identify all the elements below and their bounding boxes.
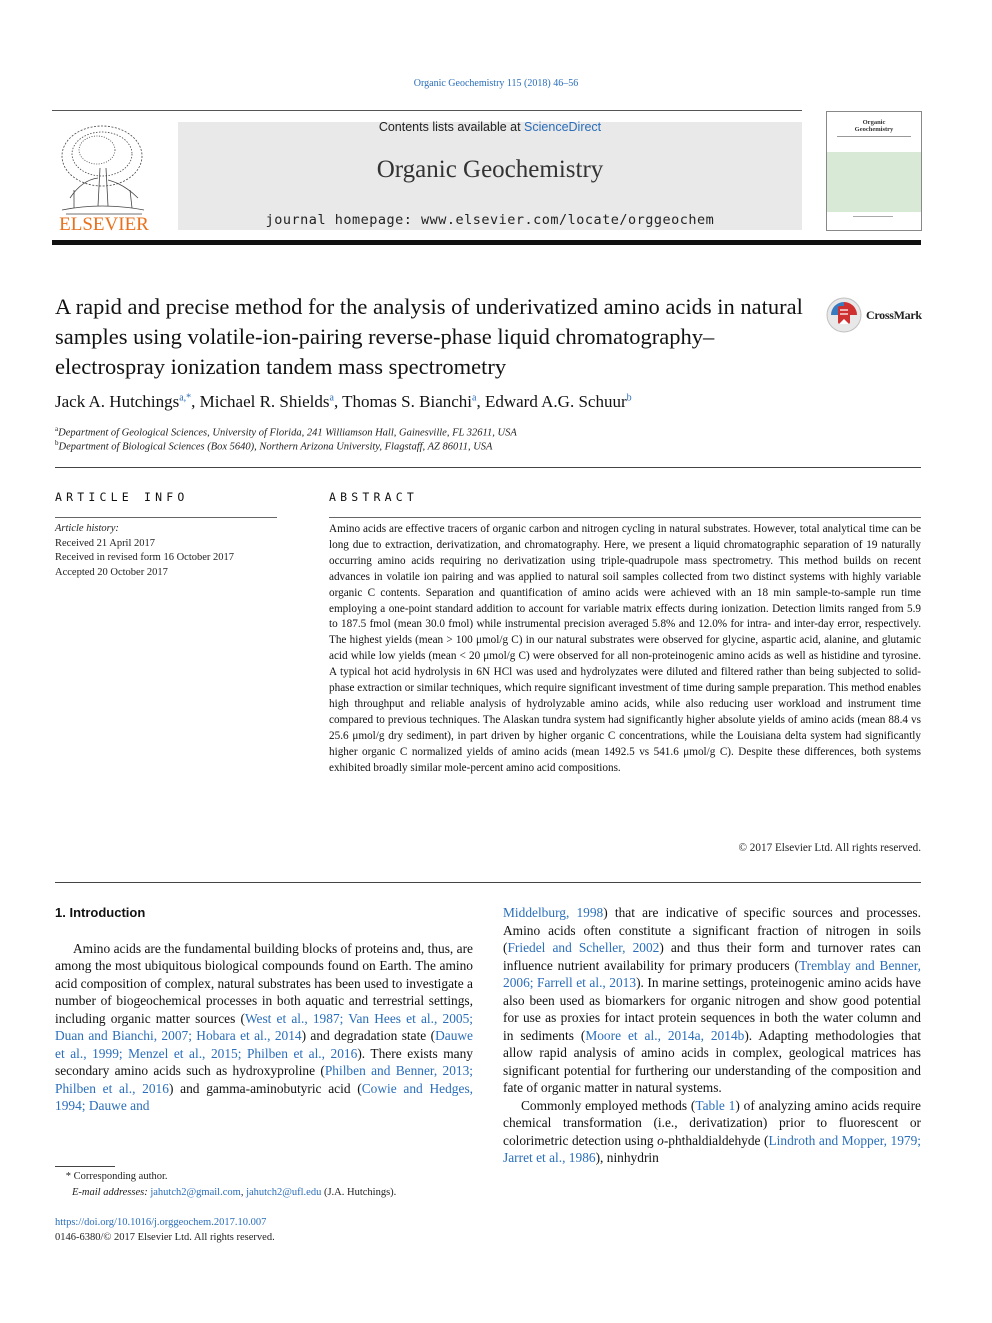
intro-paragraph-1 xyxy=(55,940,473,1115)
journal-cover-thumbnail[interactable] xyxy=(826,111,922,231)
article-info-heading: ARTICLE INFO xyxy=(55,490,189,504)
abstract-rule xyxy=(329,517,921,518)
citation-link[interactable]: Lindroth and Mopper, 1979; Jarret et al., 1986 xyxy=(503,1132,921,1165)
issn-line: 0146-6380/© 2017 Elsevier Ltd. All rights reserved. xyxy=(55,1232,275,1243)
article-history xyxy=(55,522,285,580)
contents-line xyxy=(178,120,802,134)
citation-link[interactable]: Philben and Benner, 2013; Philben et al., 2016 xyxy=(55,1063,473,1096)
body-divider xyxy=(55,882,921,883)
citation-link[interactable]: Middelburg, 1998 xyxy=(503,905,604,920)
body-column-right xyxy=(503,904,921,1167)
paragraph-text: o xyxy=(657,1132,664,1148)
affiliation-b xyxy=(55,439,915,453)
author-name[interactable]: Edward A.G. Schuur xyxy=(484,392,627,411)
footnote-star: * xyxy=(65,1171,71,1182)
affiliation-label: b xyxy=(55,439,59,447)
paragraph-text: ) and thus their form and turnover rates can influence nutrient availability for primary producers ( xyxy=(503,940,921,973)
footnote-email xyxy=(55,1187,475,1198)
citation-link[interactable]: West et al., 1987; Van Hees et al., 2005; Duan and Bianchi, 2007; Hobara et al., 2014 xyxy=(55,1010,474,1043)
citation-link[interactable]: Friedel and Scheller, 2002 xyxy=(507,940,660,955)
cover-publisher-mark xyxy=(853,216,893,225)
paragraph-text: ). In marine settings, proteinogenic amino acids have also been used as biomarkers for organic nitrogen and show good potential for use as proxies for intact protein sequences in both the water column and in sediments ( xyxy=(503,975,921,1043)
email-link[interactable]: jahutch2@ufl.edu xyxy=(246,1187,322,1198)
paragraph-text: ) and gamma-aminobutyric acid ( xyxy=(168,1080,362,1096)
elsevier-wordmark: ELSEVIER xyxy=(59,214,149,234)
crossmark-label: CrossMark xyxy=(866,308,922,322)
author-affiliation-ref[interactable]: a xyxy=(472,392,477,404)
email-owner: (J.A. Hutchings). xyxy=(321,1187,397,1198)
citation-link[interactable]: Moore et al., 2014a, 2014b xyxy=(585,1027,745,1043)
citation-link[interactable]: Cowie and Hedges, 1994; Dauwe and xyxy=(55,1080,473,1113)
elsevier-logo[interactable] xyxy=(52,118,156,234)
table-link[interactable]: Table 1 xyxy=(695,1097,736,1113)
paragraph-text: ) that are indicative of specific sources and processes. Amino acids often constitute a significant fraction of nitrogen in soils ( xyxy=(503,905,921,955)
paragraph-text: ), ninhydrin xyxy=(595,1150,659,1165)
history-title: Article history: xyxy=(55,523,119,534)
affiliation-label: a xyxy=(55,425,59,433)
elsevier-tree-icon xyxy=(52,118,156,234)
body-column-left xyxy=(55,904,473,1115)
citation-link[interactable]: Tremblay and Benner, 2006; Farrell et al., 2013 xyxy=(503,957,921,990)
author-list: Jack A. Hutchings$^{a,*}$, Michael R. Shields$^a$, Thomas S. Bianchi$^a$, Edward A.G. Schuur$^b$ xyxy=(55,392,632,411)
footnote-rule xyxy=(55,1166,115,1167)
author-name[interactable]: Jack A. Hutchings xyxy=(55,392,180,411)
cover-image xyxy=(827,152,921,212)
abstract-heading: ABSTRACT xyxy=(329,490,418,504)
history-accepted: Accepted 20 October 2017 xyxy=(55,566,168,578)
header-divider xyxy=(52,110,802,111)
crossmark-badge[interactable] xyxy=(826,297,926,333)
article-title: A rapid and precise method for the analysis of underivatized amino acids in natural samples using volatile-ion-pairing reverse-phase liquid chromatography–electrospray ionization tandem mass spectrometry xyxy=(55,294,803,379)
cover-title-line1: Organic xyxy=(862,119,886,126)
affiliation-text: Department of Biological Sciences (Box 5640), Northern Arizona University, Flagstaff, AZ 86011, USA xyxy=(58,441,493,453)
doi-link[interactable]: https://doi.org/10.1016/j.orggeochem.2017.10.007 xyxy=(55,1217,267,1228)
email-separator: , xyxy=(240,1187,247,1198)
title-divider xyxy=(55,467,921,468)
email-label: E-mail addresses: xyxy=(72,1187,148,1198)
journal-name: Organic Geochemistry xyxy=(376,156,604,183)
history-revised: Received in revised form 16 October 2017 xyxy=(55,552,235,563)
affiliation-a xyxy=(55,425,915,439)
intro-paragraph-1-continued xyxy=(503,904,921,1097)
header-bottom-rule xyxy=(52,240,921,245)
sciencedirect-link[interactable]: ScienceDirect xyxy=(524,120,602,134)
author-affiliation-ref[interactable]: a,* xyxy=(179,392,192,404)
affiliation-text: Department of Geological Sciences, University of Florida, 241 Williamson Hall, Gainesville, FL 32611, USA xyxy=(58,427,517,439)
abstract-text: Amino acids are effective tracers of organic carbon and nitrogen cycling in natural substrates. However, total analytical time can be long due to extraction, derivatization, and chromatography. Here, we present a liquid chromatographic separation of 19 naturally occurring amino acids requiring no derivatization using triple-quadrupole mass spectrometry. This method builds on recent advances in volatile ion pairing and was applied to natural soil samples collected from two distinct systems with highly variable organic C contents. Separation and quantification of amino acids were achieved with an 18 min sample-to-sample run time employing a one-point standard addition to account for variable matrix effects during ionization. Detection limits ranged from 5.9 to 187.5 fmol (mean 30.0 fmol) while instrumental precision averaged 5.8% and 12.0% for intra- and inter-day error, respectively. The highest yields (mean > 100 μmol/g C) in our natural substrates were observed for glycine, aspartic acid, alanine, and glutamic acid while low yields (mean < 20 μmol/g C) were observed for all non-proteinogenic amino acids as well as histidine and tyrosine. A typical hot acid hydrolysis in 6N HCl was used and hydrolyzates were diluted and filtered rather than being subjected to solid-phase extraction or similar techniques, which require significant investment of time during sample preparation. This method enables high throughput and reliable analysis of hydrolyzable amino acids, while also reducing user workload and instrument time compared to previous techniques. The Alaskan tundra system had significantly higher absolute yields of amino acids (mean 88.4 vs 25.6 μmol/g dry sediment), in part driven by higher organic C concentrations, while the Louisiana delta system had significantly higher organic C normalized yields of amino acids (mean 1492.5 vs 541.6 μmol/g C). Despite these differences, both systems exhibited broadly similar mole-percent amino acid compositions. xyxy=(329,523,921,774)
crossmark-icon xyxy=(826,297,862,333)
paragraph-text: -phthaldialdehyde ( xyxy=(663,1132,769,1148)
paragraph-text: ) of analyzing amino acids require chemical transformation (i.e., derivatization) prior to fluorescent or colorimetric detection using xyxy=(503,1097,921,1148)
author-affiliation-ref[interactable]: b xyxy=(626,392,632,404)
citation-link[interactable]: Dauwe et al., 1999; Menzel et al., 2015; Philben et al., 2016 xyxy=(55,1028,474,1061)
journal-homepage[interactable]: journal homepage: www.elsevier.com/locate/orggeochem xyxy=(265,212,715,228)
abstract-copyright: © 2017 Elsevier Ltd. All rights reserved. xyxy=(738,842,921,854)
history-received: Received 21 April 2017 xyxy=(55,537,156,549)
footnote-corresponding xyxy=(55,1171,475,1182)
paragraph-text: Amino acids are the fundamental building blocks of proteins and, thus, are among the most ubiquitous biological compounds found on Earth. The amino acid composition of complex, natural substrates has been used to investigate a number of biogeochemical processes in both aquatic and terrestrial settings, including organic matter sources ( xyxy=(55,940,473,1026)
paragraph-text: ) and degradation state ( xyxy=(301,1028,436,1043)
journal-citation[interactable]: Organic Geochemistry 115 (2018) 46–56 xyxy=(413,78,579,89)
paragraph-text: ). Adapting methodologies that allow rapid analysis of amino acids in complex, geological matrices has significant potential for furthering our understanding of the composition and fate of organic matter in natural systems. xyxy=(503,1027,921,1095)
author-affiliation-ref[interactable]: a xyxy=(329,392,334,404)
paragraph-text: ). There exists many secondary amino acids such as hydroxyproline ( xyxy=(55,1045,473,1078)
paragraph-text: Commonly employed methods ( xyxy=(521,1097,696,1113)
section-heading-introduction: 1. Introduction xyxy=(55,905,146,920)
article-info-rule xyxy=(55,517,277,518)
cover-title-line2: Geochemistry xyxy=(854,126,894,133)
intro-paragraph-2 xyxy=(503,1097,921,1167)
contents-prefix: Contents lists available at xyxy=(378,120,525,134)
author-name[interactable]: Michael R. Shields xyxy=(199,392,330,411)
footnote-corresponding-text: Corresponding author. xyxy=(73,1171,168,1182)
author-name[interactable]: Thomas S. Bianchi xyxy=(342,392,473,411)
email-link[interactable]: jahutch2@gmail.com xyxy=(150,1187,241,1198)
